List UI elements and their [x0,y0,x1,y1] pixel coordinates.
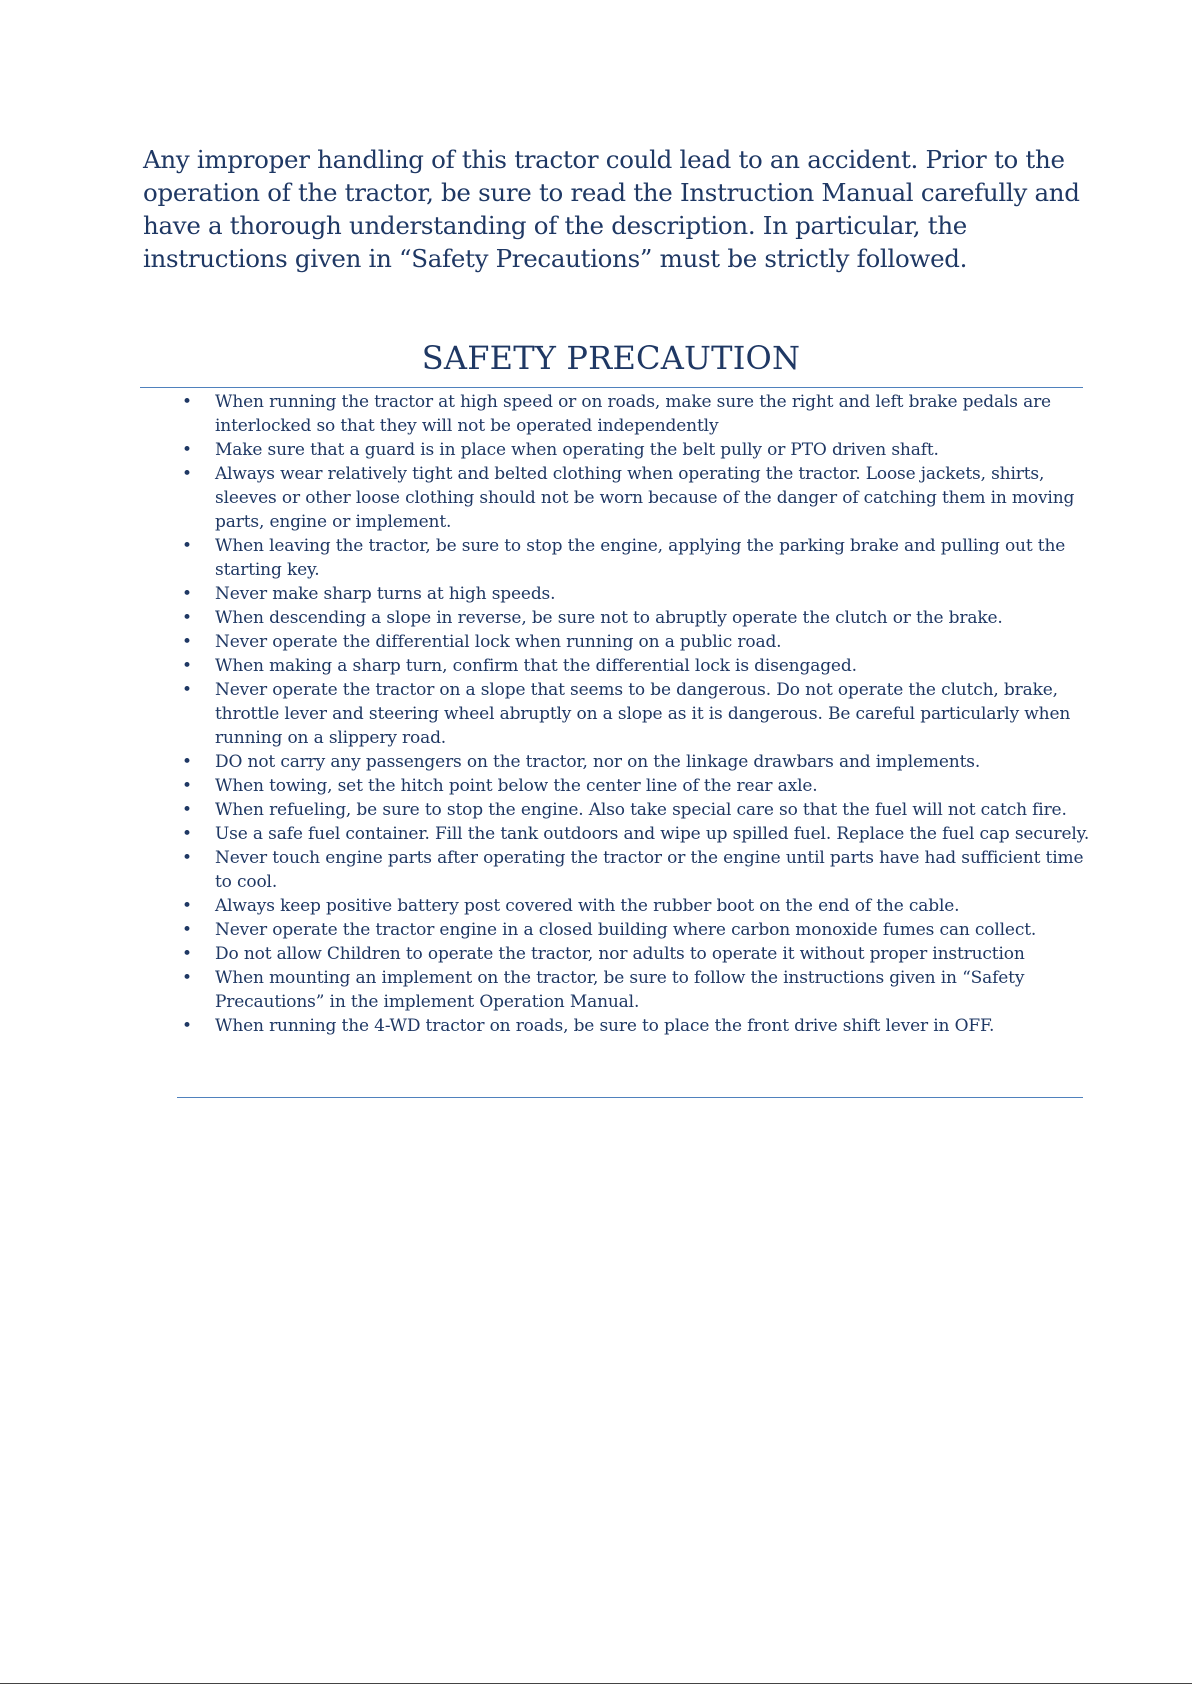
precaution-item [177,438,1097,462]
precaution-text: Use a safe fuel container. Fill the tank outdoors and wipe up spilled fuel. Replace the fuel cap securely. [215,824,1090,844]
precaution-text: Never operate the differential lock when running on a public road. [215,632,782,652]
bullet-icon: • [182,440,192,460]
list-end-divider [177,1097,1083,1098]
precaution-item [177,822,1097,846]
bullet-icon: • [182,392,192,412]
precaution-text: Never operate the tractor on a slope that seems to be dangerous. Do not operate the clutch, brake, throttle lever and steering wheel abruptly on a slope as it is dangerous. Be careful particularly when running on a slippery road. [215,680,1071,748]
precaution-text: Do not allow Children to operate the tractor, nor adults to operate it without proper instruction [215,944,1025,964]
precaution-text: Never make sharp turns at high speeds. [215,584,556,604]
precaution-text: When making a sharp turn, confirm that the differential lock is disengaged. [215,656,857,676]
precaution-text: Make sure that a guard is in place when operating the belt pully or PTO driven shaft. [215,440,939,460]
precaution-list [177,390,1097,1038]
precaution-text: When towing, set the hitch point below the center line of the rear axle. [215,776,818,796]
precaution-item [177,894,1097,918]
precaution-text: When descending a slope in reverse, be sure not to abruptly operate the clutch or the brake. [215,608,1003,628]
section-heading: SAFETY PRECAUTION [421,339,801,377]
precaution-text: DO not carry any passengers on the tractor, nor on the linkage drawbars and implements. [215,752,981,772]
page-bottom-border [0,1683,1192,1684]
bullet-icon: • [182,944,192,964]
precaution-item [177,846,1097,894]
heading-divider [140,387,1083,388]
precaution-item [177,966,1097,1014]
precaution-text: When running the 4-WD tractor on roads, be sure to place the front drive shift lever in OFF. [215,1016,995,1036]
bullet-icon: • [182,464,192,484]
precaution-item [177,630,1097,654]
precaution-item [177,654,1097,678]
precaution-item [177,918,1097,942]
precaution-item [177,1014,1097,1038]
precaution-item [177,534,1097,582]
bullet-icon: • [182,536,192,556]
precaution-item [177,462,1097,534]
precaution-item [177,942,1097,966]
bullet-icon: • [182,968,192,988]
precaution-item [177,774,1097,798]
bullet-icon: • [182,896,192,916]
precaution-item [177,606,1097,630]
bullet-icon: • [182,800,192,820]
bullet-icon: • [182,584,192,604]
bullet-icon: • [182,824,192,844]
precaution-text: When running the tractor at high speed or on roads, make sure the right and left brake pedals are interlocked so that they will not be operated independently [215,392,1051,436]
precaution-text: Never touch engine parts after operating the tractor or the engine until parts have had sufficient time to cool. [215,848,1084,892]
precaution-item [177,390,1097,438]
precaution-item [177,678,1097,750]
precaution-text: Never operate the tractor engine in a closed building where carbon monoxide fumes can collect. [215,920,1037,940]
bullet-icon: • [182,632,192,652]
precaution-text: When mounting an implement on the tractor, be sure to follow the instructions given in “Safety Precautions” in the implement Operation Manual. [215,968,1025,1012]
precaution-text: Always keep positive battery post covered with the rubber boot on the end of the cable. [215,896,960,916]
intro-paragraph: Any improper handling of this tractor could lead to an accident. Prior to the operation of the tractor, be sure to read the Instruction Manual carefully and have a thorough understanding of the description. In particular, the instructions given in “Safety Precautions” must be strictly followed. [143,145,1080,273]
bullet-icon: • [182,776,192,796]
bullet-icon: • [182,1016,192,1036]
bullet-icon: • [182,752,192,772]
bullet-icon: • [182,920,192,940]
precaution-text: When refueling, be sure to stop the engine. Also take special care so that the fuel will not catch fire. [215,800,1067,820]
precaution-text: When leaving the tractor, be sure to stop the engine, applying the parking brake and pulling out the starting key. [215,536,1066,580]
bullet-icon: • [182,656,192,676]
precaution-item [177,582,1097,606]
precaution-text: Always wear relatively tight and belted clothing when operating the tractor. Loose jackets, shirts, sleeves or other loose clothing should not be worn because of the danger of catching them in moving parts, engine or implement. [215,464,1075,532]
bullet-icon: • [182,848,192,868]
precaution-item [177,798,1097,822]
precaution-item [177,750,1097,774]
bullet-icon: • [182,608,192,628]
bullet-icon: • [182,680,192,700]
